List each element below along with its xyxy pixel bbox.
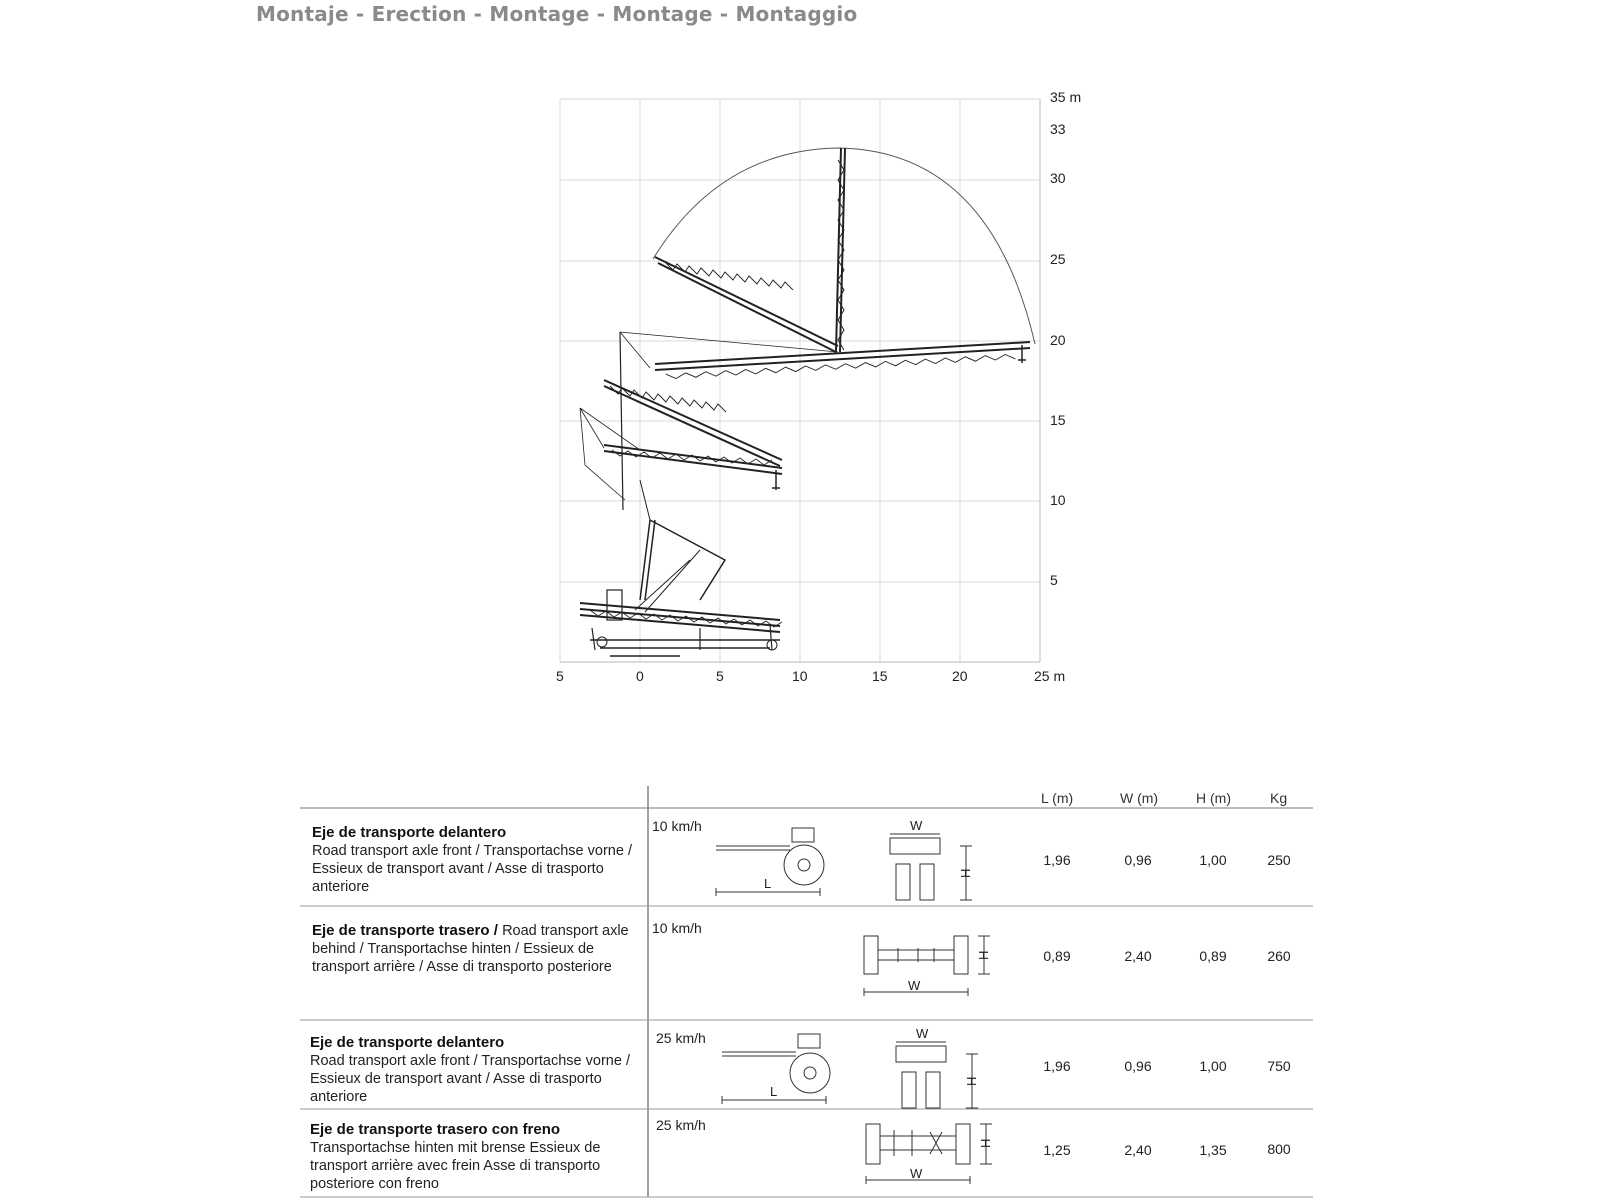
y-tick-label: 10 <box>1050 492 1066 508</box>
x-tick-label: 10 <box>792 668 808 684</box>
sketch-label-width: W <box>916 1026 929 1041</box>
row-3-title: Eje de transporte delantero <box>310 1034 505 1051</box>
sketch-label-length: L <box>764 876 772 891</box>
row-3-title-block <box>310 1034 640 1106</box>
row-3-side-sketch <box>716 1026 846 1106</box>
sketch-label-height: H <box>958 868 973 878</box>
x-tick-label: 25 m <box>1034 668 1066 684</box>
row-3-width: 0,96 <box>1124 1058 1152 1074</box>
row-2-height: 0,89 <box>1199 948 1227 964</box>
row-2-weight: 260 <box>1267 948 1291 964</box>
y-tick-label: 30 <box>1050 170 1066 186</box>
y-tick-label: 25 <box>1050 251 1066 267</box>
sketch-label-width: W <box>908 978 921 993</box>
row-2-sketch <box>858 930 998 1002</box>
row-1-front-sketch <box>880 816 990 906</box>
row-2-title-block <box>312 922 642 976</box>
y-tick-label: 20 <box>1050 332 1066 348</box>
row-3-height: 1,00 <box>1199 1058 1227 1074</box>
header-length: L (m) <box>1041 790 1074 806</box>
y-tick-label: 15 <box>1050 412 1066 428</box>
row-2-width: 2,40 <box>1124 948 1152 964</box>
sketch-label-height: H <box>964 1076 979 1086</box>
sketch-label-width: W <box>910 818 923 833</box>
row-1-title: Eje de transporte delantero <box>312 824 507 841</box>
y-tick-label: 35 m <box>1050 89 1082 105</box>
row-1-side-sketch <box>710 820 840 900</box>
x-tick-label: 5 <box>556 668 564 684</box>
row-4-sketch <box>860 1120 1000 1190</box>
row-4-description: Transportachse hinten mit brense Essieux de transport arrière avec frein Asse di transporto posteriore con freno <box>310 1140 601 1192</box>
row-3-front-sketch <box>886 1024 996 1114</box>
crane-erection-stages <box>580 148 1030 656</box>
x-tick-label: 0 <box>636 668 644 684</box>
x-tick-label: 5 <box>716 668 724 684</box>
row-1-length: 1,96 <box>1043 852 1071 868</box>
page-title: Montaje - Erection - Montage - Montage - Montaggio <box>256 2 858 26</box>
row-1-title-block <box>312 824 642 896</box>
row-1-description: Road transport axle front / Transportachse vorne / Essieux de transport avant / Asse di trasporto anteriore <box>312 843 632 895</box>
sketch-label-height: H <box>978 1138 993 1148</box>
row-2-title: Eje de transporte trasero / <box>312 922 498 939</box>
row-2-length: 0,89 <box>1043 948 1071 964</box>
row-1-weight: 250 <box>1267 852 1291 868</box>
row-3-speed: 25 km/h <box>656 1030 706 1046</box>
row-2-speed: 10 km/h <box>652 920 702 936</box>
row-4-weight: 800 <box>1267 1141 1291 1157</box>
diagram-grid <box>560 99 1040 662</box>
row-3-description: Road transport axle front / Transportachse vorne / Essieux de transport avant / Asse di trasporto anteriore <box>310 1053 630 1105</box>
sketch-label-length: L <box>770 1084 778 1099</box>
header-weight: Kg <box>1270 790 1288 806</box>
row-4-title: Eje de transporte trasero con freno <box>310 1121 561 1138</box>
row-2-description: Road transport axle behind / Transportachse hinten / Essieux de transport arrière / Asse di transporto posteriore <box>312 923 629 975</box>
row-1-width: 0,96 <box>1124 852 1152 868</box>
row-4-height: 1,35 <box>1199 1142 1227 1158</box>
sketch-label-width: W <box>910 1166 923 1181</box>
row-4-title-block <box>310 1121 640 1193</box>
x-tick-label: 20 <box>952 668 968 684</box>
row-3-weight: 750 <box>1267 1058 1291 1074</box>
y-tick-label: 33 <box>1050 121 1066 137</box>
y-tick-label: 5 <box>1050 572 1058 588</box>
row-1-speed: 10 km/h <box>652 818 702 834</box>
header-height: H (m) <box>1196 790 1231 806</box>
row-4-width: 2,40 <box>1124 1142 1152 1158</box>
row-3-length: 1,96 <box>1043 1058 1071 1074</box>
x-tick-label: 15 <box>872 668 888 684</box>
row-4-length: 1,25 <box>1043 1142 1071 1158</box>
header-width: W (m) <box>1120 790 1159 806</box>
row-1-height: 1,00 <box>1199 852 1227 868</box>
row-4-speed: 25 km/h <box>656 1117 706 1133</box>
sketch-label-height: H <box>976 950 991 960</box>
